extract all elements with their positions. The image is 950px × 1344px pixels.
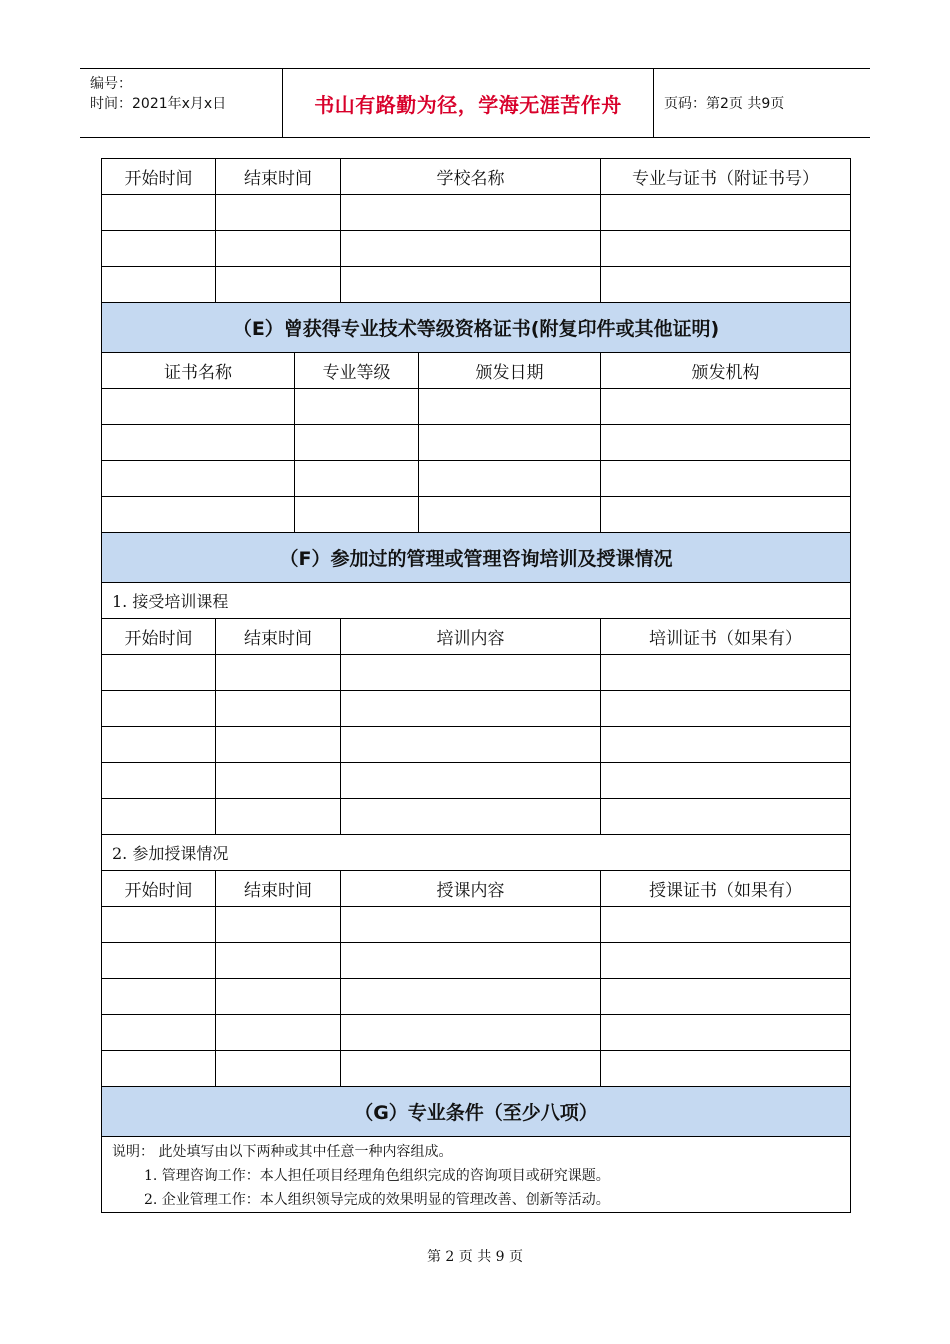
end-date-field[interactable] [216, 267, 341, 302]
column-header: 开始时间 [102, 871, 216, 906]
certificate-level-field[interactable] [295, 425, 419, 460]
professional-conditions-notes[interactable] [102, 1136, 850, 1212]
training-content-field[interactable] [341, 655, 601, 690]
start-date-field[interactable] [102, 195, 216, 230]
column-header: 证书名称 [102, 353, 295, 388]
end-date-field[interactable] [216, 1015, 341, 1050]
column-header: 授课证书（如果有） [649, 881, 802, 901]
column-header: 专业与证书（附证书号） [632, 169, 819, 189]
start-date-field[interactable] [102, 799, 216, 834]
certificate-name-field[interactable] [102, 389, 295, 424]
issuing-authority-field[interactable] [601, 389, 850, 424]
end-date-field[interactable] [216, 763, 341, 798]
teaching-content-field[interactable] [341, 1015, 601, 1050]
certificate-level-field[interactable] [295, 497, 419, 532]
teaching-row [102, 906, 850, 942]
start-date-field[interactable] [102, 943, 216, 978]
teaching-row [102, 978, 850, 1014]
header-page-cell [654, 69, 870, 137]
education-row [102, 194, 850, 230]
teaching-certificate-field[interactable] [601, 907, 850, 942]
major-certificate-field[interactable] [601, 231, 850, 266]
column-header: 授课内容 [341, 871, 601, 906]
teaching-subtitle: 2. 参加授课情况 [102, 834, 850, 870]
header-motto-cell [283, 69, 654, 137]
certificate-name-field[interactable] [102, 497, 295, 532]
certificate-row [102, 424, 850, 460]
certificate-name-field[interactable] [102, 425, 295, 460]
end-date-field[interactable] [216, 655, 341, 690]
training-header-row [102, 618, 850, 654]
header-meta-cell [80, 69, 283, 137]
start-date-field[interactable] [102, 267, 216, 302]
training-row [102, 726, 850, 762]
training-row [102, 798, 850, 834]
teaching-certificate-field[interactable] [601, 943, 850, 978]
column-header: 颁发日期 [419, 353, 601, 388]
training-certificate-field[interactable] [601, 727, 850, 762]
issue-date-field[interactable] [419, 389, 601, 424]
training-certificate-field[interactable] [601, 691, 850, 726]
training-row [102, 654, 850, 690]
column-header: 开始时间 [102, 159, 216, 194]
header-motto: 书山有路勤为径，学海无涯苦作舟 [314, 92, 622, 117]
school-name-field[interactable] [341, 195, 601, 230]
issuing-authority-field[interactable] [601, 497, 850, 532]
column-header: 开始时间 [102, 619, 216, 654]
certificate-level-field[interactable] [295, 389, 419, 424]
start-date-field[interactable] [102, 979, 216, 1014]
training-row [102, 690, 850, 726]
start-date-field[interactable] [102, 231, 216, 266]
column-header: 结束时间 [216, 619, 341, 654]
document-time-label: 时间：2021年x月x日 [90, 96, 227, 112]
end-date-field[interactable] [216, 727, 341, 762]
education-row [102, 266, 850, 302]
column-header: 结束时间 [216, 871, 341, 906]
document-number-label: 编号： [90, 76, 132, 92]
start-date-field[interactable] [102, 727, 216, 762]
certificate-row [102, 388, 850, 424]
page-header [80, 68, 870, 138]
training-content-field[interactable] [341, 799, 601, 834]
issue-date-field[interactable] [419, 497, 601, 532]
start-date-field[interactable] [102, 691, 216, 726]
training-subtitle: 1. 接受培训课程 [102, 582, 850, 618]
column-header: 学校名称 [341, 159, 601, 194]
start-date-field[interactable] [102, 907, 216, 942]
training-certificate-field[interactable] [601, 763, 850, 798]
training-content-field[interactable] [341, 727, 601, 762]
certificate-level-field[interactable] [295, 461, 419, 496]
certificate-row [102, 460, 850, 496]
notes-intro: 说明： 此处填写由以下两种或其中任意一种内容组成。 [112, 1144, 453, 1160]
training-certificate-field[interactable] [601, 799, 850, 834]
training-content-field[interactable] [341, 691, 601, 726]
end-date-field[interactable] [216, 907, 341, 942]
column-header: 专业等级 [295, 353, 419, 388]
teaching-certificate-field[interactable] [601, 1051, 850, 1086]
teaching-header-row [102, 870, 850, 906]
education-header-row [102, 158, 850, 194]
teaching-row [102, 1050, 850, 1086]
teaching-content-field[interactable] [341, 1051, 601, 1086]
notes-item: 1. 管理咨询工作：本人担任项目经理角色组织完成的咨询项目或研究课题。 [144, 1168, 610, 1184]
start-date-field[interactable] [102, 763, 216, 798]
start-date-field[interactable] [102, 1015, 216, 1050]
issue-date-field[interactable] [419, 461, 601, 496]
issuing-authority-field[interactable] [601, 461, 850, 496]
section-e-title: （E）曾获得专业技术等级资格证书(附复印件或其他证明) [102, 302, 850, 352]
column-header: 颁发机构 [691, 363, 760, 383]
teaching-certificate-field[interactable] [601, 979, 850, 1014]
end-date-field[interactable] [216, 195, 341, 230]
application-form [101, 158, 851, 1213]
certificate-row [102, 496, 850, 532]
issue-date-field[interactable] [419, 425, 601, 460]
school-name-field[interactable] [341, 231, 601, 266]
education-row [102, 230, 850, 266]
teaching-content-field[interactable] [341, 979, 601, 1014]
teaching-content-field[interactable] [341, 907, 601, 942]
training-certificate-field[interactable] [601, 655, 850, 690]
column-header: 培训证书（如果有） [649, 629, 802, 649]
end-date-field[interactable] [216, 799, 341, 834]
start-date-field[interactable] [102, 1051, 216, 1086]
end-date-field[interactable] [216, 231, 341, 266]
certificate-name-field[interactable] [102, 461, 295, 496]
certificate-header-row [102, 352, 850, 388]
header-page-info: 页码：第2页 共9页 [664, 96, 785, 112]
end-date-field[interactable] [216, 691, 341, 726]
page-footer: 第 2 页 共 9 页 [426, 1249, 524, 1265]
training-content-field[interactable] [341, 763, 601, 798]
section-g-title: （G）专业条件（至少八项） [102, 1086, 850, 1136]
teaching-certificate-field[interactable] [601, 1015, 850, 1050]
end-date-field[interactable] [216, 979, 341, 1014]
column-header: 培训内容 [341, 619, 601, 654]
section-f-title: （F）参加过的管理或管理咨询培训及授课情况 [102, 532, 850, 582]
school-name-field[interactable] [341, 267, 601, 302]
column-header: 结束时间 [216, 159, 341, 194]
notes-item: 2. 企业管理工作：本人组织领导完成的效果明显的管理改善、创新等活动。 [144, 1192, 610, 1208]
end-date-field[interactable] [216, 1051, 341, 1086]
teaching-content-field[interactable] [341, 943, 601, 978]
major-certificate-field[interactable] [601, 195, 850, 230]
major-certificate-field[interactable] [601, 267, 850, 302]
end-date-field[interactable] [216, 943, 341, 978]
training-row [102, 762, 850, 798]
teaching-row [102, 1014, 850, 1050]
issuing-authority-field[interactable] [601, 425, 850, 460]
start-date-field[interactable] [102, 655, 216, 690]
teaching-row [102, 942, 850, 978]
